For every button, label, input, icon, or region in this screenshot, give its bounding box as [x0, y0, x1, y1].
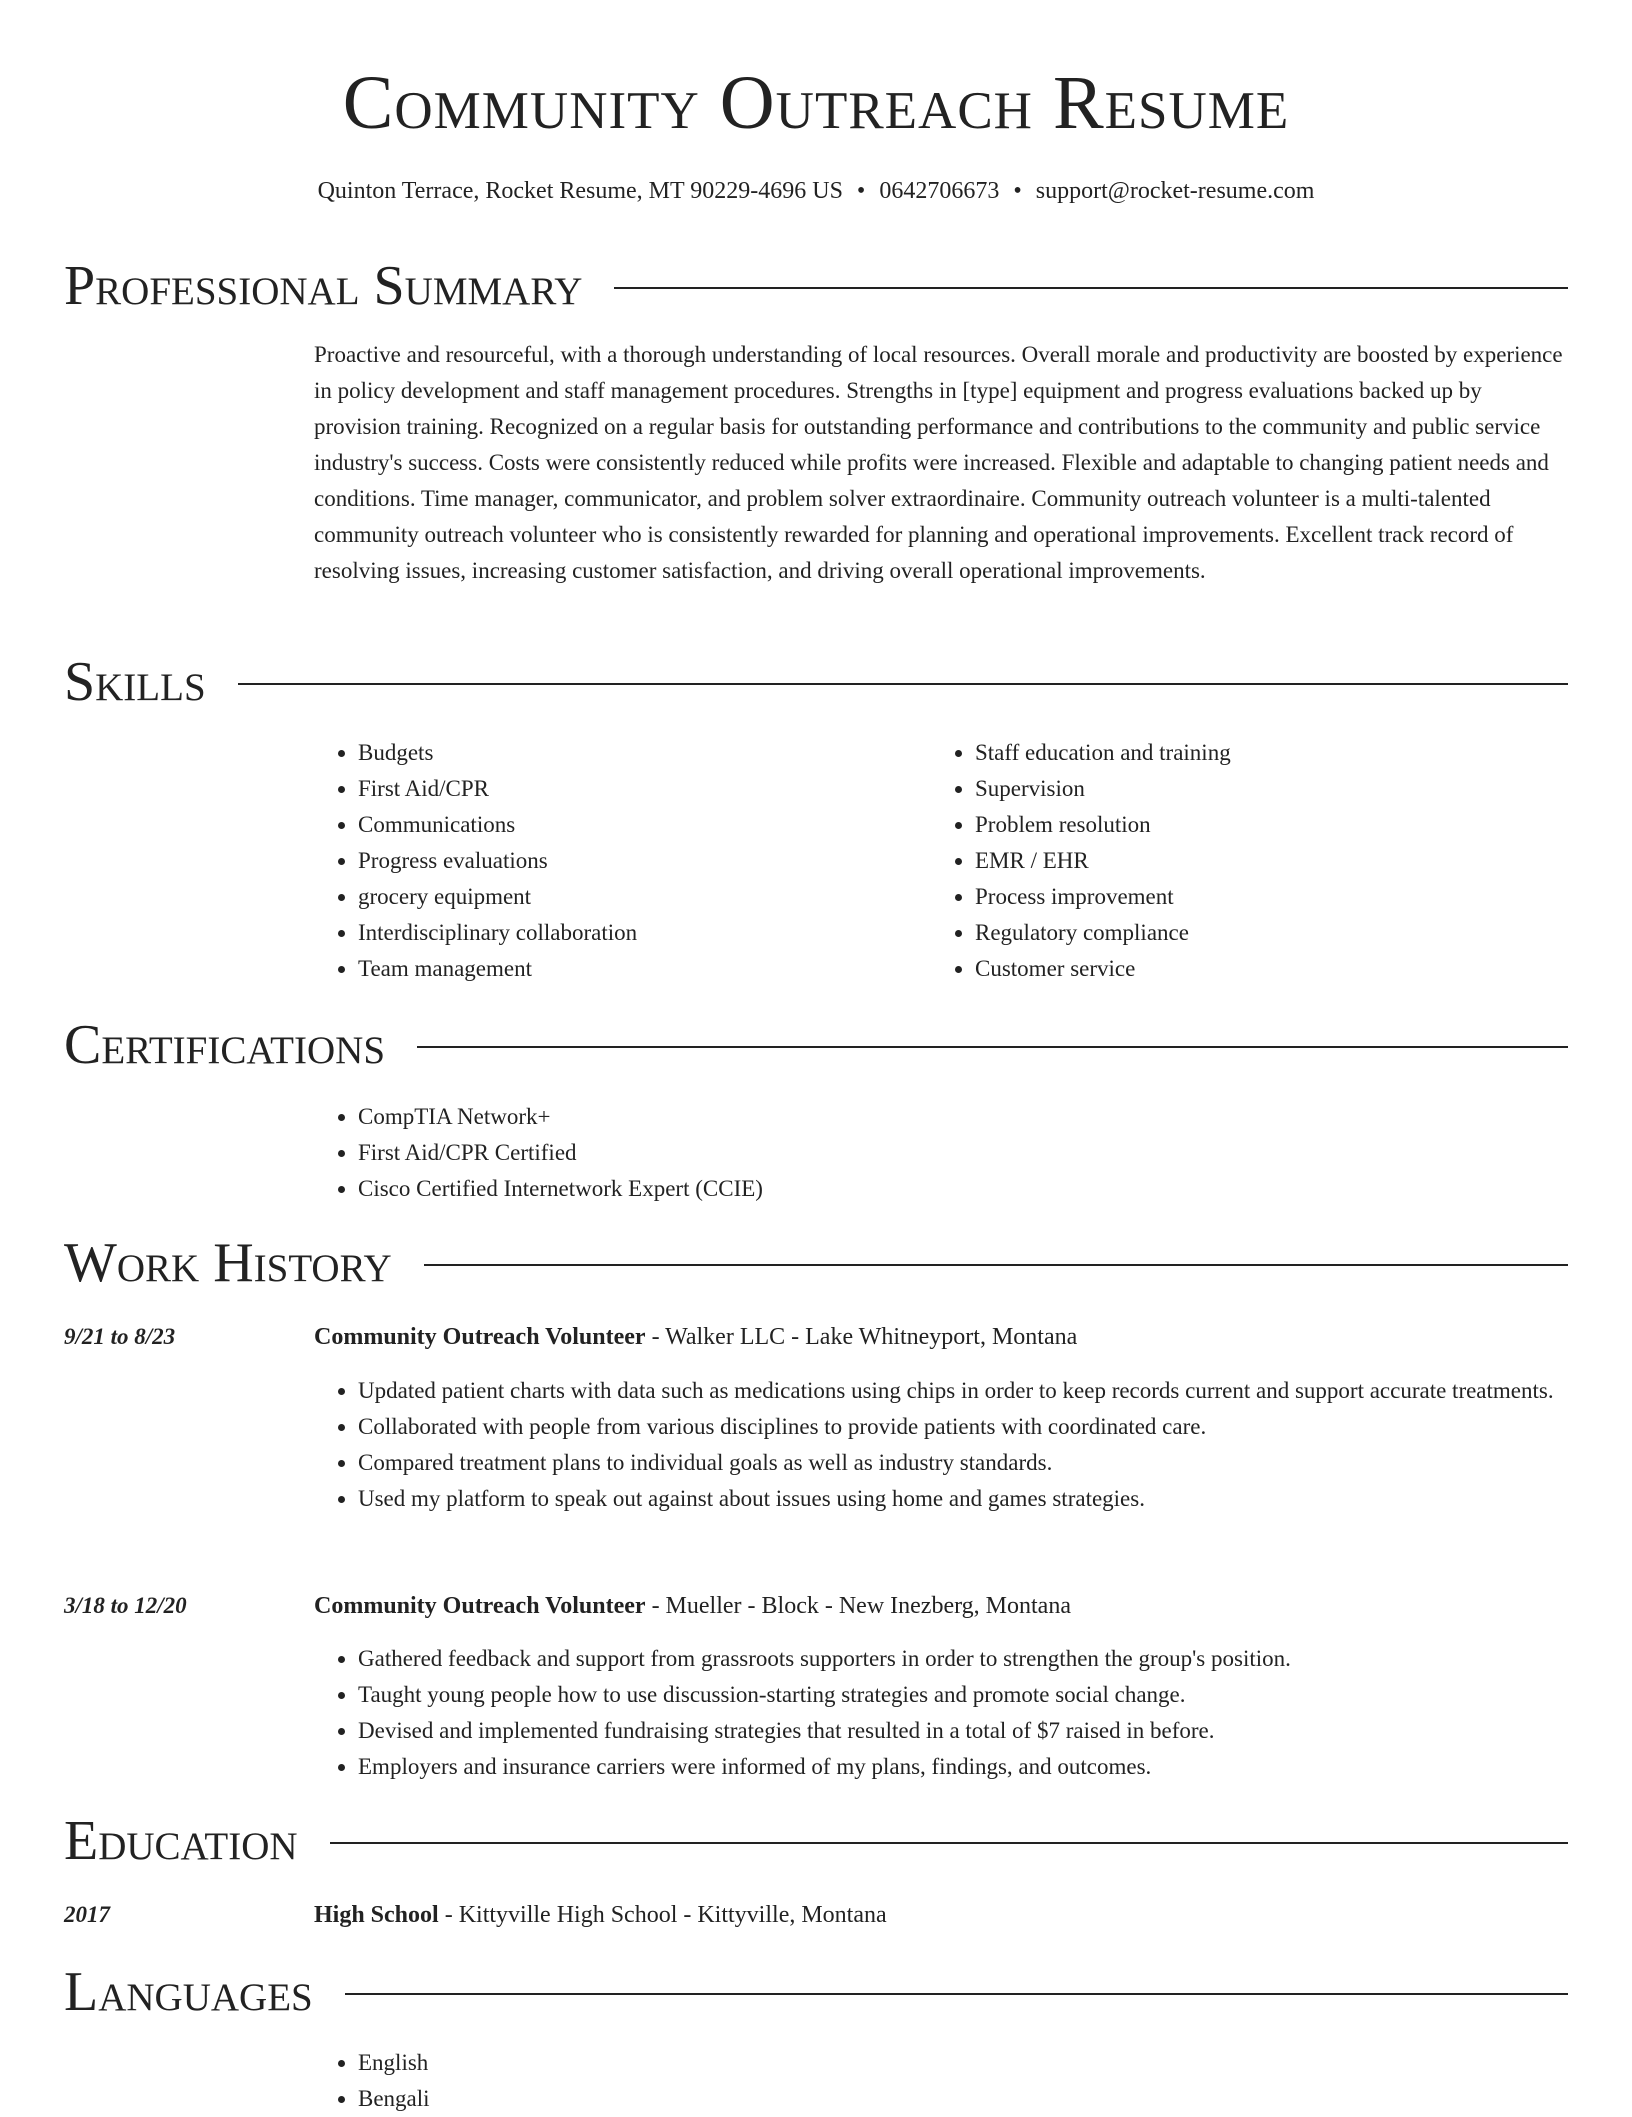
certifications-heading: Certifications	[64, 1014, 386, 1076]
job-title-line	[314, 1319, 1568, 1355]
education-school: - Kittyville High School - Kittyville, Montana	[438, 1902, 887, 1928]
job-dates: 3/18 to 12/20	[64, 1593, 187, 1618]
section-divider	[417, 1046, 1568, 1048]
contact-address: Quinton Terrace, Rocket Resume, MT 90229-4696 US	[317, 178, 843, 204]
job-bullets	[314, 1641, 1568, 1785]
skill-item: • Progress evaluations	[358, 843, 874, 879]
certifications-list	[314, 1099, 1568, 1207]
certification-item: • Cisco Certified Internetwork Expert (CCIE)	[358, 1171, 1568, 1207]
work-heading: Work History	[64, 1232, 392, 1294]
skill-item: • Communications	[358, 807, 874, 843]
section-divider	[614, 287, 1568, 289]
education-line	[314, 1897, 1568, 1933]
job-role: Community Outreach Volunteer	[314, 1324, 646, 1350]
contact-line	[0, 174, 1632, 208]
education-year: 2017	[64, 1902, 110, 1927]
contact-email[interactable]: support@rocket-resume.com	[1035, 178, 1315, 204]
skill-item: • Staff education and training	[975, 735, 1491, 771]
skill-item: • Supervision	[975, 771, 1491, 807]
skill-item: • Interdisciplinary collaboration	[358, 915, 874, 951]
language-item: • Bengali	[358, 2081, 1568, 2117]
skill-item: • grocery equipment	[358, 879, 874, 915]
skill-item: • Team management	[358, 951, 874, 987]
skill-item: • Budgets	[358, 735, 874, 771]
job-bullet: • Collaborated with people from various disciplines to provide patients with coordinated care.	[358, 1409, 1568, 1445]
summary-section-header	[64, 254, 1568, 318]
job-role: Community Outreach Volunteer	[314, 1593, 646, 1619]
skill-item: • First Aid/CPR	[358, 771, 874, 807]
job-bullet: • Gathered feedback and support from grassroots supporters in order to strengthen the group's position.	[358, 1641, 1568, 1677]
education-section-header	[64, 1809, 1568, 1873]
certification-item: • First Aid/CPR Certified	[358, 1135, 1568, 1171]
skill-item: • Process improvement	[975, 879, 1491, 915]
skill-item: • Problem resolution	[975, 807, 1491, 843]
job-dates: 9/21 to 8/23	[64, 1324, 176, 1349]
skill-item: • EMR / EHR	[975, 843, 1491, 879]
section-divider	[424, 1264, 1568, 1266]
job-bullet: • Updated patient charts with data such as medications using chips in order to keep records current and support accurate treatments.	[358, 1373, 1568, 1409]
job-title-line	[314, 1588, 1568, 1624]
languages-heading: Languages	[64, 1961, 313, 2023]
skills-section-header	[64, 650, 1568, 714]
job-bullet: • Compared treatment plans to individual goals as well as industry standards.	[358, 1445, 1568, 1481]
summary-text: Proactive and resourceful, with a thorough understanding of local resources. Overall morale and productivity are boosted by experience in policy development and staff management procedures. Strengths in [type] equipment and progress evaluations backed up by provision training. Recognized on a regular basis for outstanding performance and contributions to the community and public service industry's success. Costs were consistently reduced while profits were increased. Flexible and adaptable to changing patient needs and conditions. Time manager, communicator, and problem solver extraordinaire. Community outreach volunteer is a multi-talented community outreach volunteer who is consistently rewarded for planning and operational improvements. Excellent track record of resolving issues, increasing customer satisfaction, and driving overall operational improvements.	[314, 342, 1563, 583]
language-item: • English	[358, 2045, 1568, 2081]
job-bullet: • Devised and implemented fundraising strategies that resulted in a total of $7 raised in before.	[358, 1713, 1568, 1749]
resume-title: Community Outreach Resume	[342, 61, 1290, 145]
skills-right-column	[931, 735, 1491, 987]
skills-left-column	[314, 735, 874, 987]
work-section-header	[64, 1231, 1568, 1295]
certifications-section-header	[64, 1013, 1568, 1077]
job-bullet: • Used my platform to speak out against about issues using home and games strategies.	[358, 1481, 1568, 1517]
job-bullets	[314, 1373, 1568, 1517]
summary-heading: Professional Summary	[64, 255, 583, 317]
skills-heading: Skills	[64, 651, 206, 713]
education-heading: Education	[64, 1810, 298, 1872]
job-employer: - Mueller - Block - New Inezberg, Montana	[645, 1593, 1071, 1619]
section-divider	[238, 683, 1568, 685]
section-divider	[345, 1993, 1568, 1995]
contact-separator: •	[1013, 178, 1022, 204]
languages-section-header	[64, 1960, 1568, 2024]
skill-item: • Regulatory compliance	[975, 915, 1491, 951]
section-divider	[330, 1842, 1568, 1844]
job-employer: - Walker LLC - Lake Whitneyport, Montana	[645, 1324, 1078, 1350]
job-bullet: • Employers and insurance carriers were informed of my plans, findings, and outcomes.	[358, 1749, 1568, 1785]
job-bullet: • Taught young people how to use discussion-starting strategies and promote social change.	[358, 1677, 1568, 1713]
skill-item: • Customer service	[975, 951, 1491, 987]
education-degree: High School	[314, 1902, 439, 1928]
languages-list	[314, 2045, 1568, 2117]
contact-separator: •	[856, 178, 866, 204]
contact-phone[interactable]: 0642706673	[879, 178, 1000, 204]
certification-item: • CompTIA Network+	[358, 1099, 1568, 1135]
